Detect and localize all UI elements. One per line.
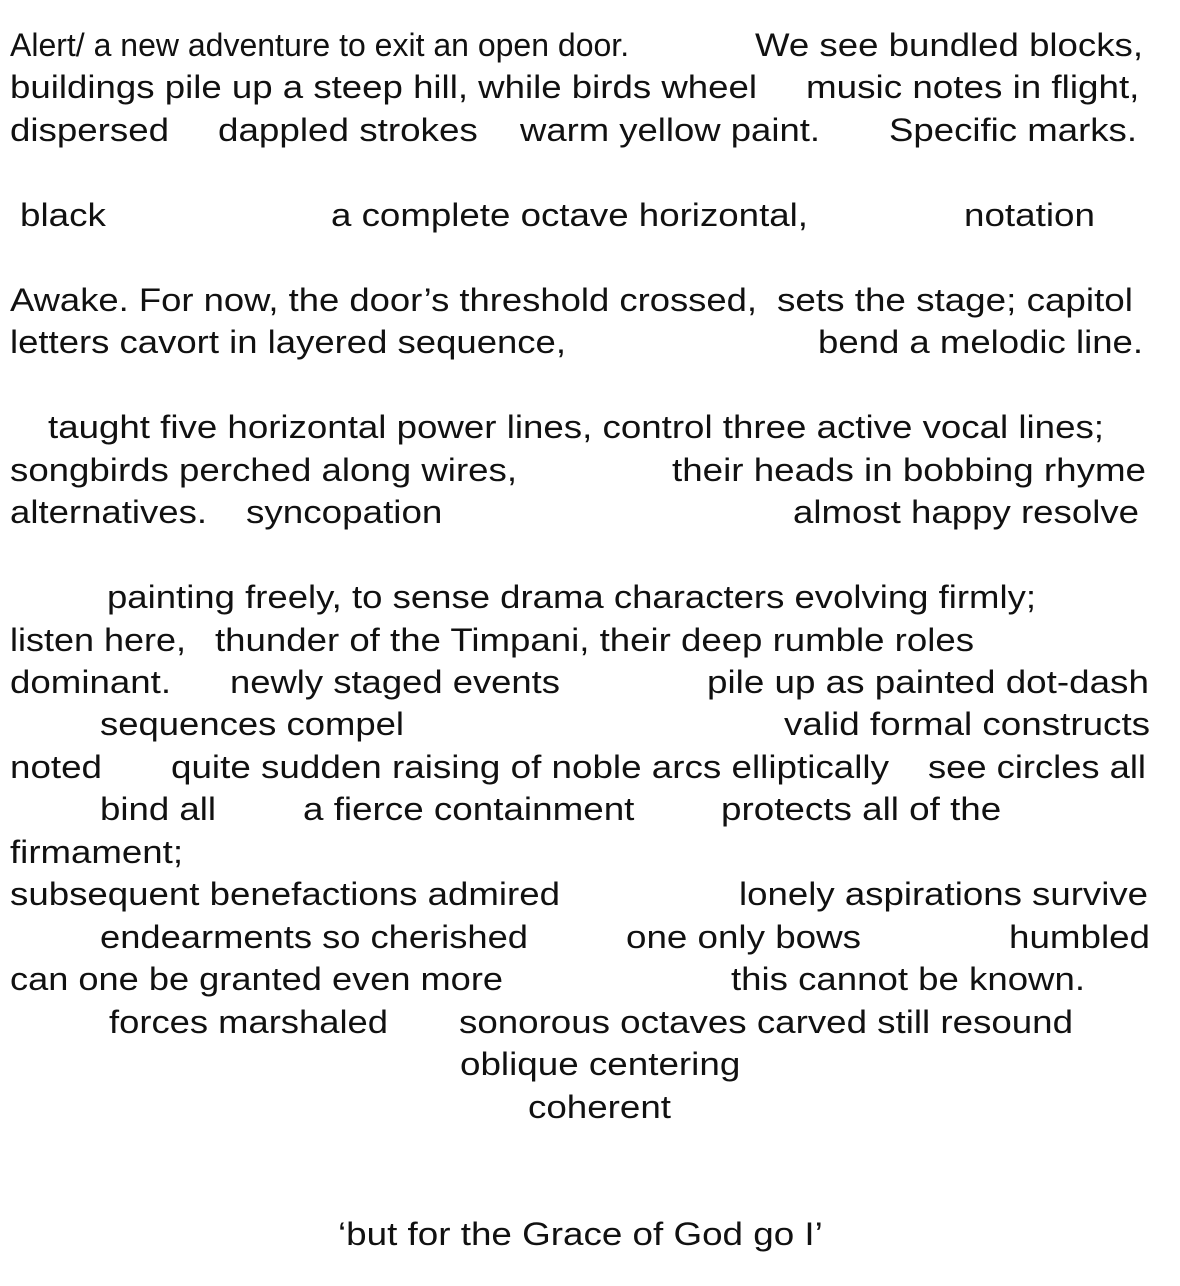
poem-line-segment: quite sudden raising of noble arcs elliptically — [171, 749, 889, 785]
poem-line-segment: noted — [10, 749, 103, 785]
poem-line-segment: dappled strokes — [218, 112, 478, 148]
poem-line-segment: notation — [964, 197, 1095, 233]
poem-line-segment: We see bundled blocks, — [755, 27, 1143, 63]
poem-line-segment: endearments so cherished — [100, 919, 528, 955]
poem-line-segment: alternatives. — [10, 494, 207, 530]
poem-line-segment: syncopation — [246, 494, 443, 530]
poem-line-segment: Specific marks. — [889, 112, 1137, 148]
poem-line-segment: see circles all — [928, 749, 1146, 785]
poem-line-segment: sets the stage; capitol — [777, 282, 1133, 318]
poem-line-segment: a fierce containment — [303, 791, 635, 827]
poem-line-segment: taught five horizontal power lines, control three active vocal lines; — [48, 409, 1104, 445]
poem-line-segment: listen here, — [10, 622, 187, 658]
poem-line-segment: humbled — [1009, 919, 1150, 955]
poem-line-segment: painting freely, to sense drama characters evolving firmly; — [107, 579, 1036, 615]
poem-line-segment: thunder of the Timpani, their deep rumble roles — [215, 622, 974, 658]
poem-line-segment: their heads in bobbing rhyme — [672, 452, 1146, 488]
poem-line-segment: sequences compel — [100, 706, 405, 742]
poem-line-segment: protects all of the — [721, 791, 1002, 827]
poem-line-segment: firmament; — [10, 834, 183, 870]
poem-line-segment: bind all — [100, 791, 216, 827]
poem-line-segment: black — [20, 197, 106, 233]
poem-line-segment: sonorous octaves carved still resound — [459, 1004, 1073, 1040]
poem-line-segment: forces marshaled — [109, 1004, 388, 1040]
poem-line-segment: dispersed — [10, 112, 169, 148]
poem-line-segment: ‘but for the Grace of God go I’ — [338, 1216, 823, 1252]
poem-line-segment: bend a melodic line. — [818, 324, 1143, 360]
poem-line-segment: dominant. — [10, 664, 171, 700]
poem-line-segment: one only bows — [626, 919, 861, 955]
poem-line-segment: can one be granted even more — [10, 961, 503, 997]
poem-line-segment: almost happy resolve — [793, 494, 1139, 530]
poem-line-segment: Alert/ a new adventure to exit an open door. — [10, 27, 630, 63]
poem-line-segment: pile up as painted dot-dash — [707, 664, 1149, 700]
poem-line-segment: newly staged events — [230, 664, 560, 700]
poem-line-segment: lonely aspirations survive — [739, 876, 1148, 912]
poem-line-segment: songbirds perched along wires, — [10, 452, 517, 488]
poem-line-segment: a complete octave horizontal, — [331, 197, 808, 233]
poem-line-segment: this cannot be known. — [731, 961, 1085, 997]
poem-line-segment: Awake. For now, the door’s threshold crossed, — [10, 282, 757, 318]
poem-line-segment: music notes in flight, — [806, 69, 1140, 105]
poem-line-segment: subsequent benefactions admired — [10, 876, 560, 912]
poem-line-segment: warm yellow paint. — [520, 112, 820, 148]
poem-line-segment: buildings pile up a steep hill, while birds wheel — [10, 69, 757, 105]
poem-line-segment: valid formal constructs — [784, 706, 1151, 742]
poem-line-segment: letters cavort in layered sequence, — [10, 324, 566, 360]
poem-line-segment: coherent — [528, 1089, 671, 1125]
poem-line-segment: oblique centering — [460, 1046, 741, 1082]
